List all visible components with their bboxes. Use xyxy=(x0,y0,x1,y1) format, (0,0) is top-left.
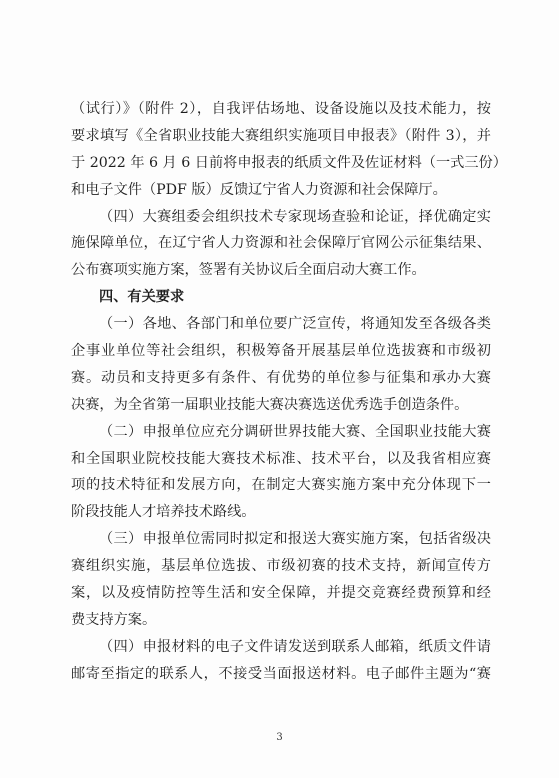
section-heading xyxy=(71,284,491,311)
text-line: （三）申报单位需同时拟定和报送大赛实施方案，包括省级决 xyxy=(99,531,491,548)
text-line: 项的技术特征和发展方向，在制定大赛实施方案中充分体现下一 xyxy=(71,477,491,494)
text-line: 企事业单位等社会组织，积极筹备开展基层单位选拔赛和市级初 xyxy=(71,343,491,360)
text-line: 赛。动员和支持更多有条件、有优势的单位参与征集和承办大赛 xyxy=(71,369,491,386)
paragraph xyxy=(71,419,491,527)
paragraph xyxy=(71,526,491,634)
document-body xyxy=(71,96,507,688)
text-line: 四、有关要求 xyxy=(99,289,185,306)
text-line: 于 2022 年 6 月 6 日前将申报表的纸质文件及佐证材料（一式三份） xyxy=(71,154,507,171)
text-line: （四）申报材料的电子文件请发送到联系人邮箱，纸质文件请 xyxy=(99,638,491,655)
text-line: 施保障单位，在辽宁省人力资源和社会保障厅官网公示征集结果、 xyxy=(71,235,491,252)
text-line: 和电子文件（PDF 版）反馈辽宁省人力资源和社会保障厅。 xyxy=(71,181,447,198)
text-line: 费支持方案。 xyxy=(71,611,157,628)
text-line: 要求填写《全省职业技能大赛组织实施项目申报表》（附件 3），并 xyxy=(71,127,491,144)
paragraph xyxy=(71,204,491,285)
text-line: 赛组织实施，基层单位选拔、市级初赛的技术支持，新闻宣传方 xyxy=(71,558,491,575)
paragraph xyxy=(71,311,491,419)
page-number: 3 xyxy=(276,732,283,743)
text-line: （四）大赛组委会组织技术专家现场查验和论证，择优确定实 xyxy=(99,208,491,225)
text-line: （二）申报单位应充分调研世界技能大赛、全国职业技能大赛 xyxy=(99,423,491,440)
text-line: 阶段技能人才培养技术路线。 xyxy=(71,504,256,521)
paragraph xyxy=(71,96,507,204)
text-line: （试行）》（附件 2），自我评估场地、设备设施以及技术能力，按 xyxy=(71,101,491,117)
text-line: 公布赛项实施方案，签署有关协议后全面启动大赛工作。 xyxy=(71,262,426,279)
text-line: 案，以及疫情防控等生活和安全保障，并提交竞赛经费预算和经 xyxy=(71,585,491,602)
text-line: 决赛，为全省第一届职业技能大赛决赛选送优秀选手创造条件。 xyxy=(71,396,469,413)
text-line: （一）各地、各部门和单位要广泛宣传，将通知发至各级各类 xyxy=(99,316,491,333)
text-line: 和全国职业院校技能大赛技术标准、技术平台，以及我省相应赛 xyxy=(71,450,491,467)
paragraph xyxy=(71,634,491,688)
text-line: 邮寄至指定的联系人，不接受当面报送材料。电子邮件主题为“赛 xyxy=(71,665,491,682)
